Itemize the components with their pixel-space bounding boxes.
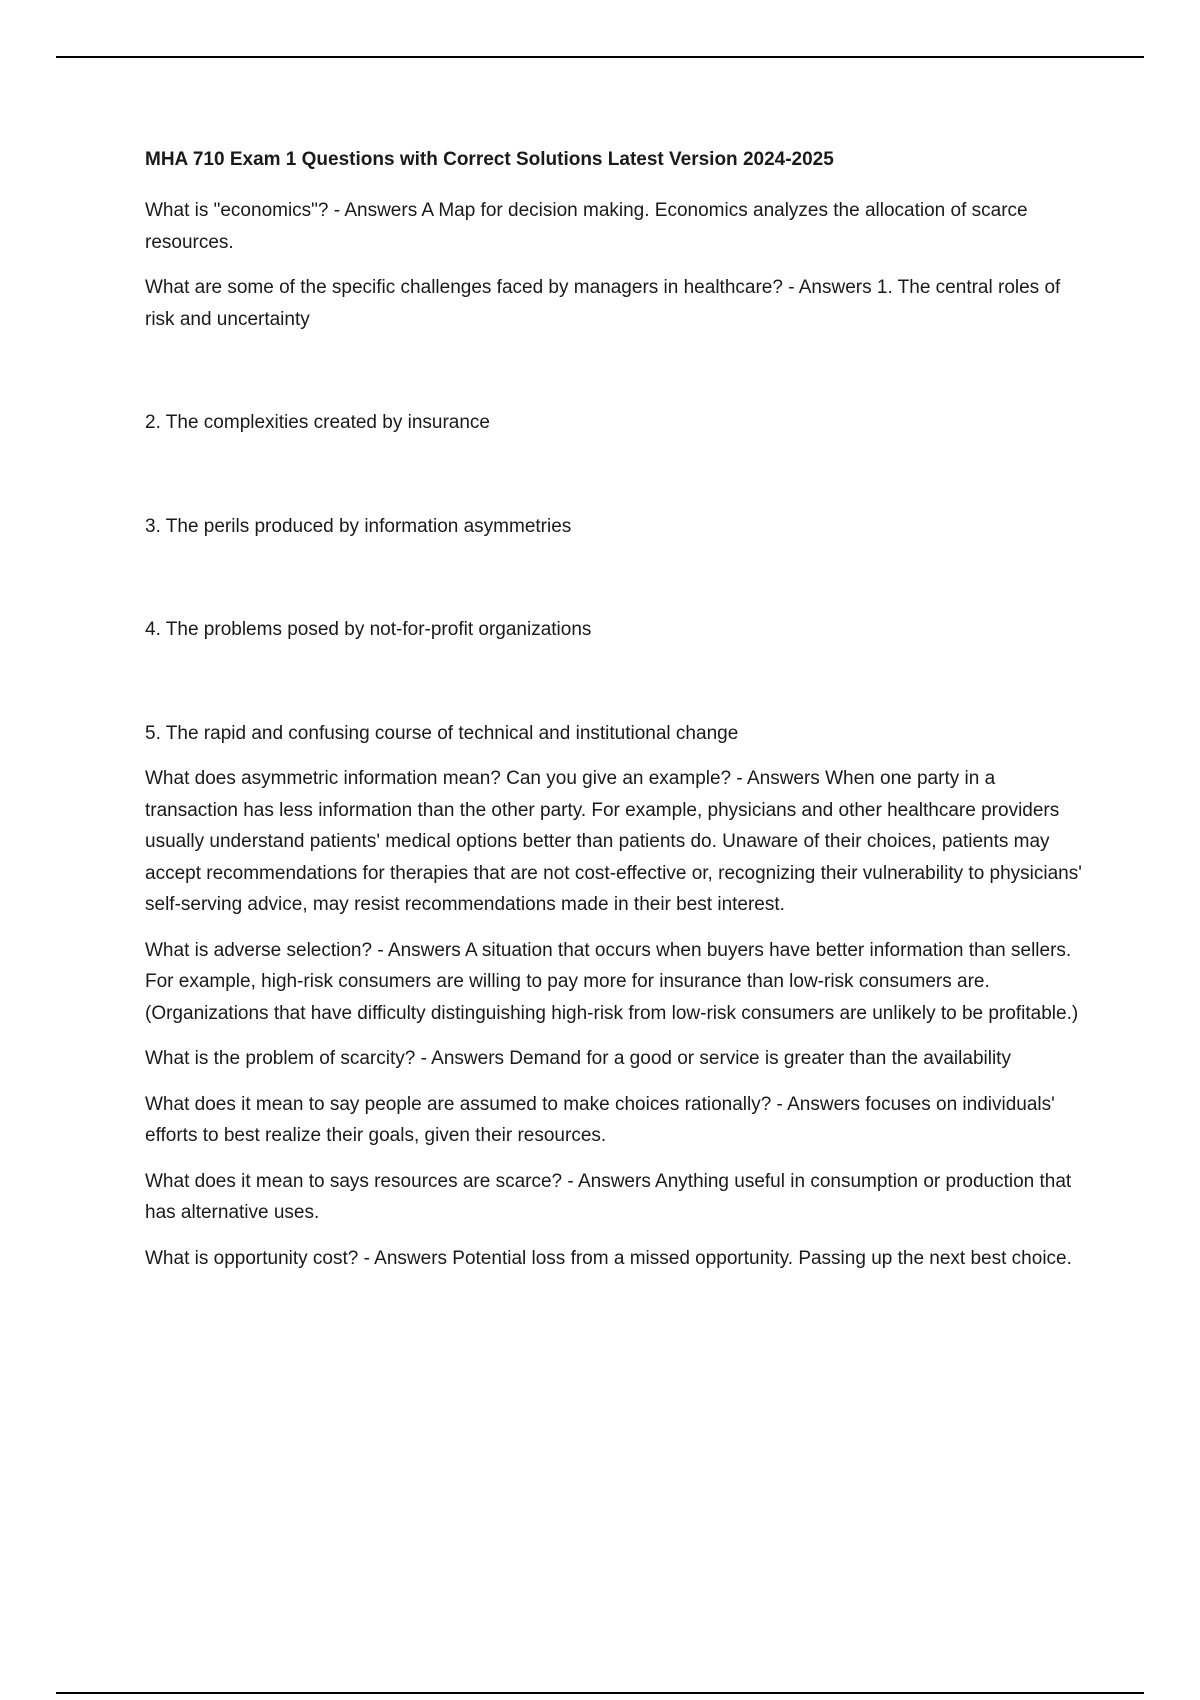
- qa-economics: What is "economics"? - Answers A Map for decision making. Economics analyzes the allocation of scarce resources.: [145, 200, 1028, 253]
- challenge-item-2: 2. The complexities created by insurance: [145, 412, 490, 433]
- top-rule: [56, 56, 1144, 58]
- qa-scarce-resources: What does it mean to says resources are scarce? - Answers Anything useful in consumption or production that has alternative uses.: [145, 1170, 1072, 1223]
- qa-adverse-selection: What is adverse selection? - Answers A situation that occurs when buyers have better information than sellers. For example, high-risk consumers are willing to pay more for insurance than low-risk consumers are. (Organizations that have difficulty distinguishing high-risk from low-risk consumers are unlikely to be profitable.): [145, 939, 1079, 1024]
- challenge-item-4: 4. The problems posed by not-for-profit organizations: [145, 619, 592, 640]
- document-body: [145, 145, 1090, 1288]
- qa-rational-choice: What does it mean to say people are assumed to make choices rationally? - Answers focuses on individuals' efforts to best realize their goals, given their resources.: [145, 1093, 1055, 1146]
- bottom-rule: [56, 1692, 1144, 1694]
- qa-asymmetric-information: What does asymmetric information mean? Can you give an example? - Answers When one party in a transaction has less information than the other party. For example, physicians and other healthcare providers usually understand patients' medical options better than patients do. Unaware of their choices, patients may accept recommendations for therapies that are not cost-effective or, recognizing their vulnerability to physicians' self-serving advice, may resist recommendations made in their best interest.: [145, 768, 1082, 915]
- challenge-item-5: 5. The rapid and confusing course of technical and institutional change: [145, 722, 739, 744]
- qa-opportunity-cost: What is opportunity cost? - Answers Potential loss from a missed opportunity. Passing up the next best choice.: [145, 1247, 1072, 1269]
- challenge-item-3: 3. The perils produced by information asymmetries: [145, 515, 572, 537]
- document-title: MHA 710 Exam 1 Questions with Correct Solutions Latest Version 2024-2025: [145, 149, 834, 170]
- qa-healthcare-challenges: What are some of the specific challenges faced by managers in healthcare? - Answers 1. The central roles of risk and uncertainty: [145, 277, 1061, 330]
- qa-scarcity-problem: What is the problem of scarcity? - Answers Demand for a good or service is greater than the availability: [145, 1048, 1011, 1069]
